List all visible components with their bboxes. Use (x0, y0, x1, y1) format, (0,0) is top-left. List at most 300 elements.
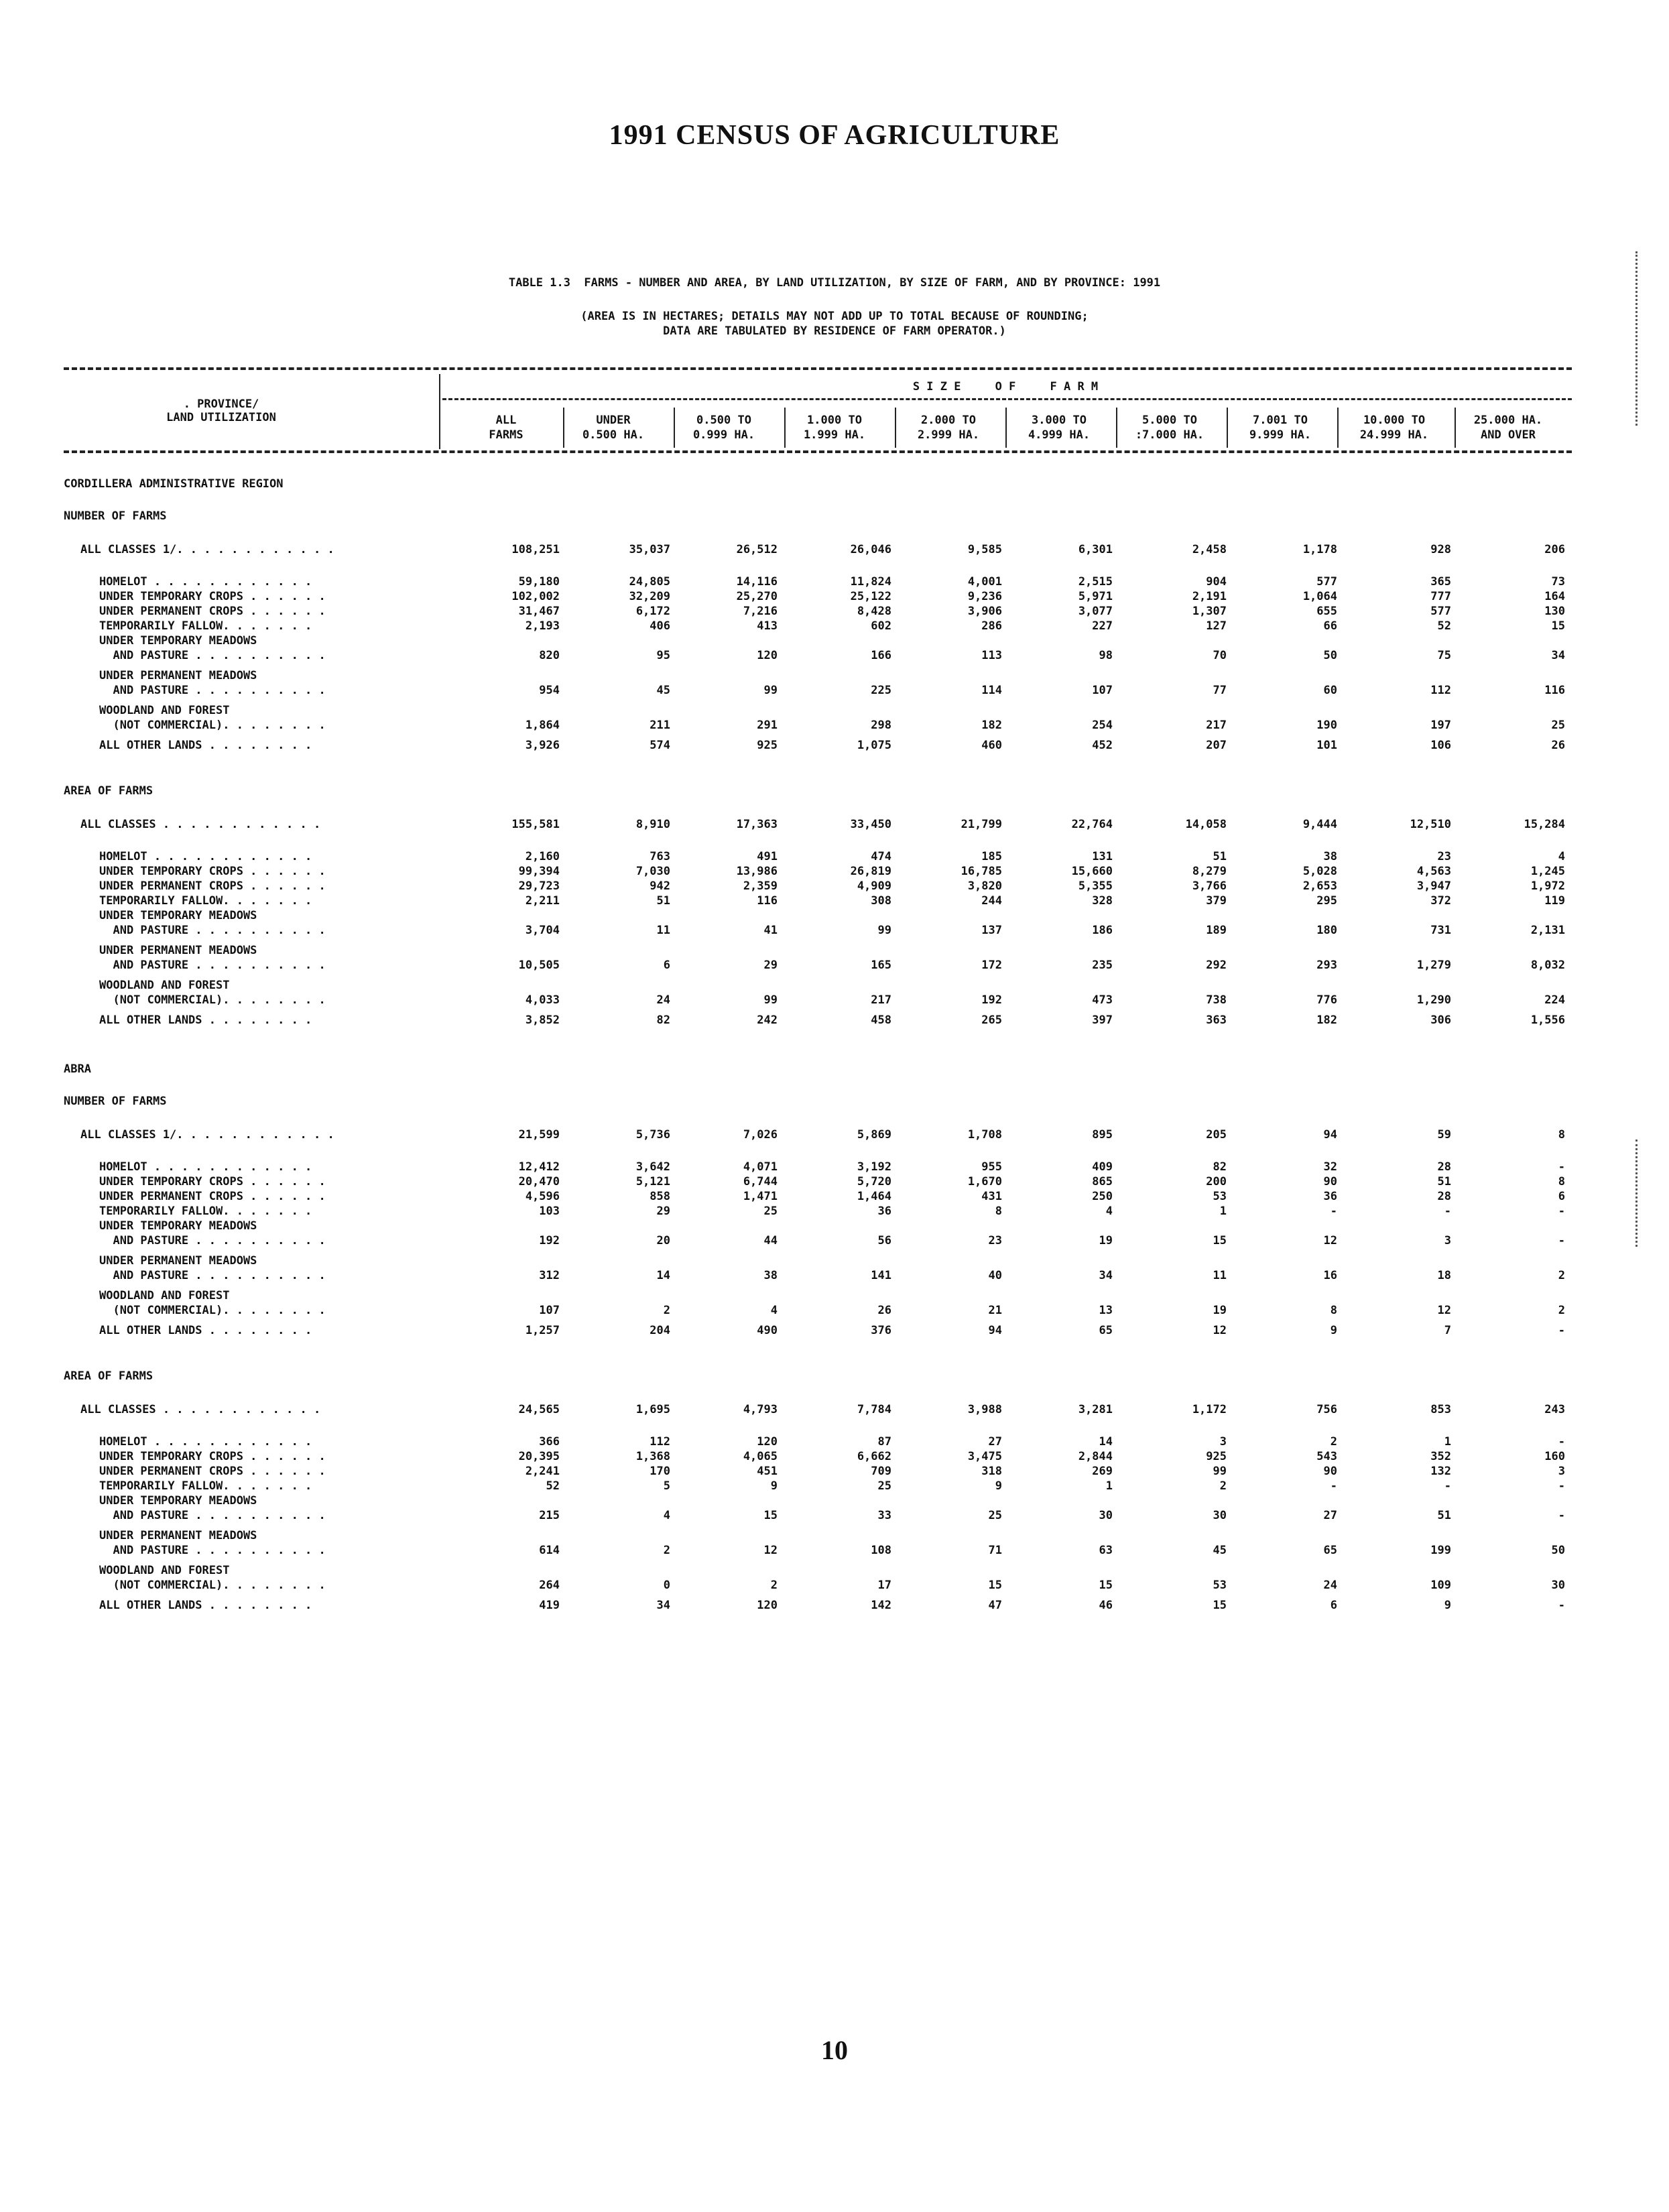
row-label: (NOT COMMERCIAL). . . . . . . . (99, 1579, 326, 1592)
cell-col-3: 2 (770, 1579, 778, 1592)
row-label: AND PASTURE . . . . . . . . . . (99, 959, 326, 972)
cell-col-2: 82 (656, 1013, 670, 1027)
cell-col-7: 363 (1206, 1013, 1227, 1027)
cell-col-3: 116 (757, 894, 778, 908)
cell-col-4: 26,046 (850, 543, 891, 556)
row-label: UNDER TEMPORARY CROPS . . . . . . (99, 1450, 326, 1463)
cell-col-7: 14,058 (1185, 818, 1227, 831)
cell-col-6: 3,281 (1078, 1403, 1113, 1416)
cell-col-5: 94 (988, 1324, 1002, 1337)
cell-col-6: 107 (1092, 684, 1113, 697)
cell-col-8: 16 (1323, 1269, 1337, 1282)
cell-col-4: 166 (871, 649, 891, 662)
cell-col-7: 2 (1219, 1479, 1227, 1493)
cell-col-5: 9,236 (967, 590, 1002, 603)
cell-col-8: - (1330, 1479, 1337, 1493)
cell-col-9: 731 (1430, 924, 1451, 937)
cell-col-3: 26,512 (736, 543, 778, 556)
cell-col-8: 756 (1316, 1403, 1337, 1416)
cell-col-10: 206 (1544, 543, 1565, 556)
cell-col-1: 29,723 (518, 879, 560, 893)
cell-col-10: 160 (1544, 1450, 1565, 1463)
stub-header-line-2: LAND UTILIZATION (166, 411, 276, 424)
cell-col-1: 20,470 (518, 1175, 560, 1188)
cell-col-9: 4,563 (1416, 865, 1451, 878)
cell-col-6: 5,971 (1078, 590, 1113, 603)
cell-col-6: 235 (1092, 959, 1113, 972)
cell-col-2: 51 (656, 894, 670, 908)
cell-col-7: 19 (1213, 1304, 1227, 1317)
cell-col-8: 90 (1323, 1465, 1337, 1478)
cell-col-9: 75 (1437, 649, 1451, 662)
data-row (0, 1268, 1669, 1284)
column-header-10-line-2: AND OVER (1481, 428, 1536, 442)
row-label: AND PASTURE . . . . . . . . . . (99, 1234, 326, 1247)
cell-col-4: 5,869 (857, 1128, 891, 1142)
cell-col-8: 8 (1330, 1304, 1337, 1317)
cell-col-6: 397 (1092, 1013, 1113, 1027)
cell-col-4: 1,075 (857, 739, 891, 752)
row-label: AND PASTURE . . . . . . . . . . (99, 684, 326, 697)
cell-col-7: 189 (1206, 924, 1227, 937)
cell-col-4: 33,450 (850, 818, 891, 831)
cell-col-10: 3 (1558, 1465, 1565, 1478)
column-divider (895, 408, 896, 448)
cell-col-4: 225 (871, 684, 891, 697)
row-label: (NOT COMMERCIAL). . . . . . . . (99, 993, 326, 1007)
cell-col-9: 106 (1430, 739, 1451, 752)
cell-col-6: 1 (1105, 1479, 1113, 1493)
cell-col-3: 29 (763, 959, 778, 972)
table-note-line-1: (AREA IS IN HECTARES; DETAILS MAY NOT ADD UP TO TOTAL BECAUSE OF ROUNDING; (580, 310, 1089, 323)
total-row (0, 1402, 1669, 1418)
cell-col-1: 366 (539, 1435, 560, 1449)
cell-col-2: 2 (663, 1304, 670, 1317)
cell-col-10: 2 (1558, 1269, 1565, 1282)
column-header-2-line-1: UNDER (596, 414, 631, 427)
cell-col-8: 182 (1316, 1013, 1337, 1027)
column-divider (674, 408, 675, 448)
data-row (0, 893, 1669, 909)
cell-col-2: 112 (650, 1435, 670, 1449)
row-label: ALL OTHER LANDS . . . . . . . . (99, 1324, 312, 1337)
cell-col-9: 928 (1430, 543, 1451, 556)
cell-col-4: 308 (871, 894, 891, 908)
cell-col-9: 7 (1444, 1324, 1451, 1337)
data-row (0, 957, 1669, 973)
row-label-only (0, 908, 1669, 924)
row-label: WOODLAND AND FOREST (99, 704, 230, 717)
cell-col-2: 763 (650, 850, 670, 863)
cell-col-4: 142 (871, 1599, 891, 1612)
cell-col-2: 6 (663, 959, 670, 972)
column-header-9-line-2: 24.999 HA. (1359, 428, 1429, 442)
cell-col-5: 40 (988, 1269, 1002, 1282)
column-divider (563, 408, 564, 448)
cell-col-7: 12 (1213, 1324, 1227, 1337)
cell-col-1: 1,257 (525, 1324, 560, 1337)
row-label: UNDER PERMANENT MEADOWS (99, 669, 257, 682)
column-divider (1227, 408, 1228, 448)
column-divider (1337, 408, 1339, 448)
cell-col-10: 26 (1551, 739, 1565, 752)
cell-col-10: 6 (1558, 1190, 1565, 1203)
cell-col-9: 9 (1444, 1599, 1451, 1612)
cell-col-4: 709 (871, 1465, 891, 1478)
stub-divider (439, 374, 440, 449)
cell-col-3: 925 (757, 739, 778, 752)
row-label-only (0, 1528, 1669, 1544)
cell-col-6: 254 (1092, 719, 1113, 732)
cell-col-2: 1,368 (635, 1450, 670, 1463)
cell-col-2: 4 (663, 1509, 670, 1522)
cell-col-6: 5,355 (1078, 879, 1113, 893)
cell-col-1: 2,241 (525, 1465, 560, 1478)
cell-col-4: 25 (877, 1479, 891, 1493)
cell-col-2: 14 (656, 1269, 670, 1282)
cell-col-4: 165 (871, 959, 891, 972)
cell-col-6: 46 (1099, 1599, 1113, 1612)
cell-col-3: 242 (757, 1013, 778, 1027)
cell-col-9: 132 (1430, 1465, 1451, 1478)
cell-col-1: 3,852 (525, 1013, 560, 1027)
cell-col-6: 22,764 (1071, 818, 1113, 831)
cell-col-10: - (1558, 1324, 1565, 1337)
cell-col-5: 182 (981, 719, 1002, 732)
cell-col-6: 13 (1099, 1304, 1113, 1317)
cell-col-7: 904 (1206, 575, 1227, 589)
cell-col-10: - (1558, 1435, 1565, 1449)
cell-col-3: 490 (757, 1324, 778, 1337)
cell-col-9: - (1444, 1479, 1451, 1493)
row-label: UNDER PERMANENT CROPS . . . . . . (99, 1190, 326, 1203)
cell-col-3: 44 (763, 1234, 778, 1247)
cell-col-9: 112 (1430, 684, 1451, 697)
cell-col-5: 8 (995, 1205, 1002, 1218)
cell-col-3: 120 (757, 1599, 778, 1612)
cell-col-4: 602 (871, 619, 891, 633)
row-label: UNDER TEMPORARY MEADOWS (99, 909, 257, 922)
row-label-only (0, 668, 1669, 684)
row-label: UNDER TEMPORARY CROPS . . . . . . (99, 1175, 326, 1188)
cell-col-9: 365 (1430, 575, 1451, 589)
row-label: WOODLAND AND FOREST (99, 1564, 230, 1577)
cell-col-6: 19 (1099, 1234, 1113, 1247)
data-row (0, 603, 1669, 619)
block-heading: NUMBER OF FARMS (64, 1095, 167, 1108)
column-divider (1005, 408, 1007, 448)
cell-col-7: 925 (1206, 1450, 1227, 1463)
cell-col-7: 379 (1206, 894, 1227, 908)
data-row (0, 849, 1669, 865)
block-heading: AREA OF FARMS (64, 784, 153, 798)
cell-col-2: 7,030 (635, 865, 670, 878)
cell-col-4: 6,662 (857, 1450, 891, 1463)
cell-col-6: 14 (1099, 1435, 1113, 1449)
cell-col-6: 4 (1105, 1205, 1113, 1218)
column-header-5-line-1: 2.000 TO (921, 414, 976, 427)
cell-col-10: 15 (1551, 619, 1565, 633)
cell-col-3: 12 (763, 1544, 778, 1557)
cell-col-5: 286 (981, 619, 1002, 633)
cell-col-4: 25,122 (850, 590, 891, 603)
row-label: TEMPORARILY FALLOW. . . . . . . (99, 619, 312, 633)
cell-col-7: 207 (1206, 739, 1227, 752)
cell-col-2: 211 (650, 719, 670, 732)
cell-col-8: 577 (1316, 575, 1337, 589)
cell-col-3: 14,116 (736, 575, 778, 589)
row-label: UNDER TEMPORARY MEADOWS (99, 634, 257, 648)
cell-col-1: 192 (539, 1234, 560, 1247)
cell-col-10: 50 (1551, 1544, 1565, 1557)
column-header-10-line-1: 25.000 HA. (1473, 414, 1543, 427)
cell-col-10: 2 (1558, 1304, 1565, 1317)
cell-col-9: - (1444, 1205, 1451, 1218)
cell-col-5: 16,785 (961, 865, 1002, 878)
cell-col-5: 1,708 (967, 1128, 1002, 1142)
cell-col-7: 2,458 (1192, 543, 1227, 556)
row-label-only (0, 633, 1669, 649)
cell-col-3: 6,744 (743, 1175, 778, 1188)
cell-col-8: 38 (1323, 850, 1337, 863)
cell-col-5: 137 (981, 924, 1002, 937)
row-label: UNDER PERMANENT MEADOWS (99, 1254, 257, 1268)
cell-col-4: 217 (871, 993, 891, 1007)
cell-col-10: - (1558, 1160, 1565, 1174)
cell-col-10: - (1558, 1234, 1565, 1247)
data-row (0, 922, 1669, 938)
row-label: ALL OTHER LANDS . . . . . . . . (99, 1013, 312, 1027)
cell-col-8: 9,444 (1302, 818, 1337, 831)
cell-col-1: 4,033 (525, 993, 560, 1007)
row-label: UNDER PERMANENT CROPS . . . . . . (99, 1465, 326, 1478)
cell-col-9: 51 (1437, 1509, 1451, 1522)
cell-col-3: 4 (770, 1304, 778, 1317)
row-label: HOMELOT . . . . . . . . . . . . (99, 575, 312, 589)
cell-col-4: 141 (871, 1269, 891, 1282)
cell-col-2: 24,805 (629, 575, 670, 589)
cell-col-1: 155,581 (511, 818, 560, 831)
data-row (0, 648, 1669, 664)
table-note-line-2: DATA ARE TABULATED BY RESIDENCE OF FARM OPERATOR.) (663, 324, 1006, 338)
cell-col-8: 180 (1316, 924, 1337, 937)
cell-col-9: 1 (1444, 1435, 1451, 1449)
cell-col-5: 431 (981, 1190, 1002, 1203)
data-row (0, 992, 1669, 1008)
data-row (0, 1159, 1669, 1175)
cell-col-10: 1,556 (1530, 1013, 1565, 1027)
data-row (0, 1463, 1669, 1479)
row-label: HOMELOT . . . . . . . . . . . . (99, 1160, 312, 1174)
cell-col-2: 0 (663, 1579, 670, 1592)
cell-col-1: 2,160 (525, 850, 560, 863)
cell-col-4: 87 (877, 1435, 891, 1449)
cell-col-8: 12 (1323, 1234, 1337, 1247)
cell-col-5: 15 (988, 1579, 1002, 1592)
data-row (0, 1597, 1669, 1613)
cell-col-2: 6,172 (635, 605, 670, 618)
cell-col-8: 5,028 (1302, 865, 1337, 878)
data-row (0, 1233, 1669, 1249)
cell-col-1: 102,002 (511, 590, 560, 603)
cell-col-4: 4,909 (857, 879, 891, 893)
cell-col-2: 11 (656, 924, 670, 937)
data-row (0, 1302, 1669, 1318)
cell-col-6: 186 (1092, 924, 1113, 937)
cell-col-6: 15 (1099, 1579, 1113, 1592)
row-label: UNDER TEMPORARY MEADOWS (99, 1219, 257, 1233)
row-label: AND PASTURE . . . . . . . . . . (99, 649, 326, 662)
column-header-3-line-2: 0.999 HA. (692, 428, 755, 442)
cell-col-1: 820 (539, 649, 560, 662)
block-heading: NUMBER OF FARMS (64, 509, 167, 523)
cell-col-4: 108 (871, 1544, 891, 1557)
cell-col-8: 293 (1316, 959, 1337, 972)
cell-col-1: 215 (539, 1509, 560, 1522)
row-label: (NOT COMMERCIAL). . . . . . . . (99, 1304, 326, 1317)
cell-col-9: 199 (1430, 1544, 1451, 1557)
cell-col-9: 59 (1437, 1128, 1451, 1142)
cell-col-2: 858 (650, 1190, 670, 1203)
cell-col-3: 451 (757, 1465, 778, 1478)
cell-col-6: 98 (1099, 649, 1113, 662)
cell-col-7: 1,307 (1192, 605, 1227, 618)
row-label: ALL CLASSES 1/. . . . . . . . . . . . (80, 543, 334, 556)
row-label: HOMELOT . . . . . . . . . . . . (99, 1435, 312, 1449)
cell-col-5: 1,670 (967, 1175, 1002, 1188)
cell-col-1: 108,251 (511, 543, 560, 556)
header-bottom-rule (64, 450, 1572, 453)
cell-col-7: 127 (1206, 619, 1227, 633)
cell-col-3: 2,359 (743, 879, 778, 893)
data-row (0, 878, 1669, 894)
cell-col-3: 120 (757, 649, 778, 662)
cell-col-4: 11,824 (850, 575, 891, 589)
row-label: UNDER PERMANENT CROPS . . . . . . (99, 879, 326, 893)
cell-col-1: 59,180 (518, 575, 560, 589)
cell-col-9: 109 (1430, 1579, 1451, 1592)
cell-col-2: 204 (650, 1324, 670, 1337)
cell-col-1: 264 (539, 1579, 560, 1592)
cell-col-10: - (1558, 1479, 1565, 1493)
cell-col-8: 1,178 (1302, 543, 1337, 556)
cell-col-8: 36 (1323, 1190, 1337, 1203)
cell-col-2: 20 (656, 1234, 670, 1247)
row-label: AND PASTURE . . . . . . . . . . (99, 1269, 326, 1282)
cell-col-4: 33 (877, 1509, 891, 1522)
cell-col-9: 28 (1437, 1190, 1451, 1203)
data-row (0, 589, 1669, 605)
size-header-rule (442, 398, 1572, 400)
cell-col-3: 41 (763, 924, 778, 937)
cell-col-2: 32,209 (629, 590, 670, 603)
column-divider (1455, 408, 1456, 448)
data-row (0, 1508, 1669, 1524)
cell-col-10: 8 (1558, 1175, 1565, 1188)
table-caption: TABLE 1.3 FARMS - NUMBER AND AREA, BY LAND UTILIZATION, BY SIZE OF FARM, AND BY PROVINCE: 1991 (508, 276, 1161, 290)
cell-col-3: 291 (757, 719, 778, 732)
cell-col-1: 3,926 (525, 739, 560, 752)
row-label-only (0, 977, 1669, 993)
row-label: AND PASTURE . . . . . . . . . . (99, 1544, 326, 1557)
cell-col-2: 24 (656, 993, 670, 1007)
cell-col-3: 17,363 (736, 818, 778, 831)
cell-col-6: 895 (1092, 1128, 1113, 1142)
cell-col-1: 312 (539, 1269, 560, 1282)
cell-col-10: 25 (1551, 719, 1565, 732)
cell-col-6: 15,660 (1071, 865, 1113, 878)
cell-col-1: 12,412 (518, 1160, 560, 1174)
cell-col-3: 13,986 (736, 865, 778, 878)
cell-col-1: 2,193 (525, 619, 560, 633)
cell-col-2: 2 (663, 1544, 670, 1557)
cell-col-1: 52 (546, 1479, 560, 1493)
cell-col-1: 954 (539, 684, 560, 697)
row-label: UNDER PERMANENT CROPS . . . . . . (99, 605, 326, 618)
cell-col-1: 20,395 (518, 1450, 560, 1463)
cell-col-4: 298 (871, 719, 891, 732)
cell-col-7: 2,191 (1192, 590, 1227, 603)
cell-col-7: 205 (1206, 1128, 1227, 1142)
cell-col-8: 66 (1323, 619, 1337, 633)
row-label-only (0, 942, 1669, 959)
cell-col-8: 90 (1323, 1175, 1337, 1188)
data-row (0, 1203, 1669, 1219)
cell-col-3: 15 (763, 1509, 778, 1522)
row-label-only (0, 1253, 1669, 1269)
cell-col-2: 29 (656, 1205, 670, 1218)
cell-col-6: 473 (1092, 993, 1113, 1007)
cell-col-5: 71 (988, 1544, 1002, 1557)
cell-col-6: 131 (1092, 850, 1113, 863)
cell-col-10: 243 (1544, 1403, 1565, 1416)
data-row (0, 1323, 1669, 1339)
cell-col-7: 200 (1206, 1175, 1227, 1188)
cell-col-1: 103 (539, 1205, 560, 1218)
cell-col-10: 1,245 (1530, 865, 1565, 878)
data-row (0, 1012, 1669, 1028)
total-row (0, 816, 1669, 833)
cell-col-5: 3,475 (967, 1450, 1002, 1463)
cell-col-8: 9 (1330, 1324, 1337, 1337)
cell-col-9: 372 (1430, 894, 1451, 908)
cell-col-10: 119 (1544, 894, 1565, 908)
cell-col-3: 120 (757, 1435, 778, 1449)
cell-col-5: 3,820 (967, 879, 1002, 893)
row-label: UNDER PERMANENT MEADOWS (99, 944, 257, 957)
row-label: AND PASTURE . . . . . . . . . . (99, 924, 326, 937)
cell-col-1: 4,596 (525, 1190, 560, 1203)
cell-col-1: 107 (539, 1304, 560, 1317)
data-row (0, 1174, 1669, 1190)
cell-col-5: 172 (981, 959, 1002, 972)
cell-col-8: 60 (1323, 684, 1337, 697)
cell-col-7: 77 (1213, 684, 1227, 697)
data-row (0, 1478, 1669, 1494)
cell-col-3: 99 (763, 993, 778, 1007)
cell-col-4: 7,784 (857, 1403, 891, 1416)
cell-col-10: 8 (1558, 1128, 1565, 1142)
cell-col-6: 2,844 (1078, 1450, 1113, 1463)
cell-col-1: 1,864 (525, 719, 560, 732)
column-header-1-line-1: ALL (495, 414, 517, 427)
cell-col-1: 31,467 (518, 605, 560, 618)
cell-col-5: 185 (981, 850, 1002, 863)
cell-col-5: 21 (988, 1304, 1002, 1317)
cell-col-6: 30 (1099, 1509, 1113, 1522)
cell-col-3: 7,026 (743, 1128, 778, 1142)
row-label: AND PASTURE . . . . . . . . . . (99, 1509, 326, 1522)
